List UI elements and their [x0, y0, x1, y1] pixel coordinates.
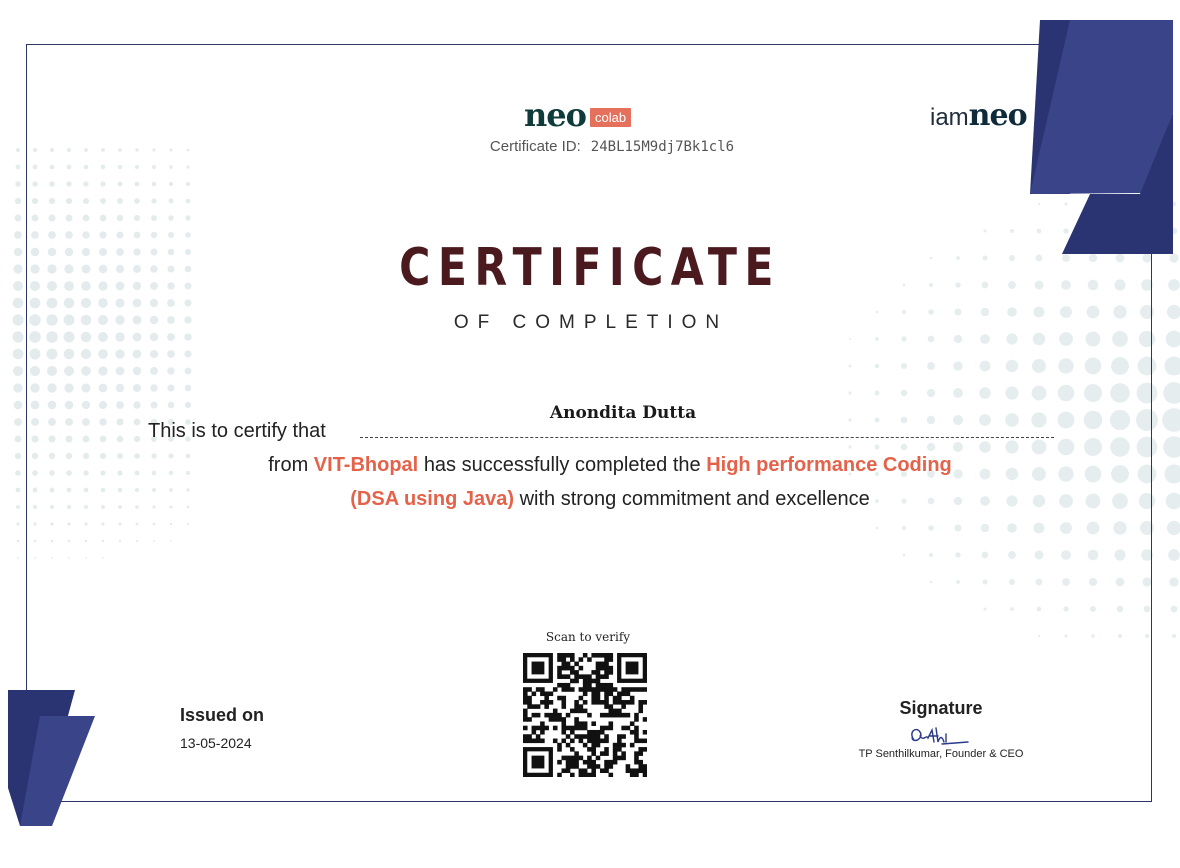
iamneo-main: neo: [968, 98, 1027, 133]
certify-text: This is to certify that: [148, 420, 326, 442]
name-underline: [360, 437, 1054, 438]
certificate-id-row: [0, 138, 1180, 155]
signature-image: [906, 724, 974, 750]
certificate-title: CERTIFICATE: [399, 238, 781, 298]
certificate-id-label: Certificate ID:: [489, 138, 581, 155]
course-name-part-2: (DSA using Java): [350, 488, 515, 510]
recipient-name: Anondita Dutta: [549, 403, 697, 423]
logo-colab-badge: colab: [590, 108, 631, 127]
completed-text: has successfully completed the: [423, 454, 701, 476]
issued-date: 13-05-2024: [180, 735, 252, 751]
iamneo-prefix: iam: [930, 104, 969, 131]
completion-line-1: [0, 454, 1180, 477]
certificate-id-value: 24BL15M9dj7Bk1cl6: [590, 139, 735, 155]
signer-name: TP Senthilkumar, Founder & CEO: [858, 748, 1024, 760]
completion-line-2: [0, 488, 1180, 511]
iamneo-logo: [930, 98, 1027, 133]
commitment-text: with strong commitment and excellence: [519, 488, 870, 510]
issued-on-label: Issued on: [180, 705, 265, 725]
from-text: from: [268, 454, 309, 476]
qr-code[interactable]: [523, 653, 647, 777]
bottom-left-decoration: [0, 688, 100, 828]
institution-name: VIT-Bhopal: [313, 454, 419, 476]
logo-neo-text: neo: [524, 96, 586, 134]
certificate-subtitle: OF COMPLETION: [453, 312, 729, 333]
signature-label: Signature: [899, 698, 983, 718]
course-name-part-1: High performance Coding: [706, 454, 952, 476]
neo-colab-logo: [524, 96, 631, 134]
scan-to-verify-label: Scan to verify: [545, 630, 631, 644]
